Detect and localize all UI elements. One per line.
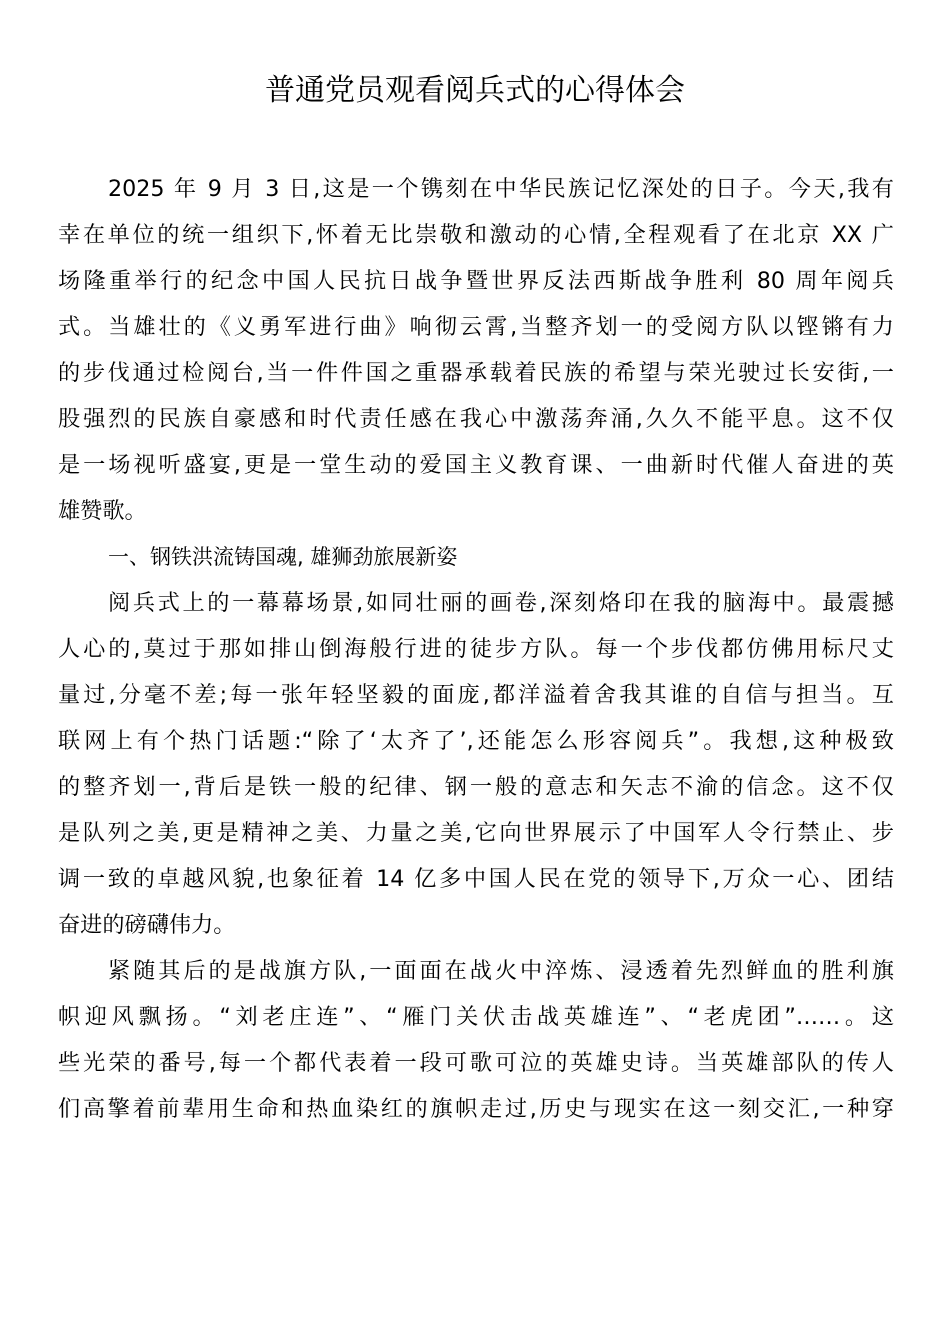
paragraph-line: 式。当雄壮的《义勇军进行曲》响彻云霄,当整齐划一的受阅方队以铿锵有力	[58, 314, 894, 340]
paragraph-line: 雄赞歌。	[58, 498, 147, 524]
paragraph-line: 是一场视听盛宴,更是一堂生动的爱国主义教育课、一曲新时代催人奋进的英	[58, 452, 894, 478]
paragraph-infantry	[58, 580, 894, 948]
paragraph-line: 帜迎风飘扬。“刘老庄连”、“雁门关伏击战英雄连”、“老虎团”……。这	[58, 1004, 894, 1030]
paragraph-line: 量过,分毫不差;每一张年轻坚毅的面庞,都洋溢着舍我其谁的自信与担当。互	[58, 682, 894, 708]
paragraph-line: 2025 年 9 月 3 日,这是一个镌刻在中华民族记忆深处的日子。今天,我有	[108, 176, 894, 202]
paragraph-line: 的整齐划一,背后是铁一般的纪律、钢一般的意志和矢志不渝的信念。这不仅	[58, 774, 894, 800]
paragraph-line: 阅兵式上的一幕幕场景,如同壮丽的画卷,深刻烙印在我的脑海中。最震撼	[108, 590, 894, 616]
paragraph-line: 股强烈的民族自豪感和时代责任感在我心中激荡奔涌,久久不能平息。这不仅	[58, 406, 894, 432]
paragraph-line: 些光荣的番号,每一个都代表着一段可歌可泣的英雄史诗。当英雄部队的传人	[58, 1050, 894, 1076]
paragraph-line: 场隆重举行的纪念中国人民抗日战争暨世界反法西斯战争胜利 80 周年阅兵	[58, 268, 894, 294]
document-title: 普通党员观看阅兵式的心得体会	[265, 73, 685, 108]
paragraph-line: 人心的,莫过于那如排山倒海般行进的徒步方队。每一个步伐都仿佛用标尺丈	[58, 636, 894, 662]
paragraph-line: 幸在单位的统一组织下,怀着无比崇敬和激动的心情,全程观看了在北京 XX 广	[58, 222, 894, 248]
paragraph-line: 调一致的卓越风貌,也象征着 14 亿多中国人民在党的领导下,万众一心、团结	[58, 866, 894, 892]
paragraph-line: 联网上有个热门话题:“除了‘太齐了’,还能怎么形容阅兵”。我想,这种极致	[58, 728, 894, 754]
paragraph-line: 是队列之美,更是精神之美、力量之美,它向世界展示了中国军人令行禁止、步	[58, 820, 894, 846]
section-heading: 一、钢铁洪流铸国魂, 雄狮劲旅展新姿	[108, 545, 458, 569]
paragraph-flags	[58, 948, 894, 1132]
paragraph-intro	[58, 166, 894, 534]
paragraph-line: 们高擎着前辈用生命和热血染红的旗帜走过,历史与现实在这一刻交汇,一种穿	[58, 1096, 894, 1122]
paragraph-line: 紧随其后的是战旗方队,一面面在战火中淬炼、浸透着先烈鲜血的胜利旗	[108, 958, 894, 984]
document-body	[58, 166, 894, 1132]
paragraph-line: 的步伐通过检阅台,当一件件国之重器承载着民族的希望与荣光驶过长安街,一	[58, 360, 894, 386]
paragraph-line: 奋进的磅礴伟力。	[58, 912, 236, 938]
